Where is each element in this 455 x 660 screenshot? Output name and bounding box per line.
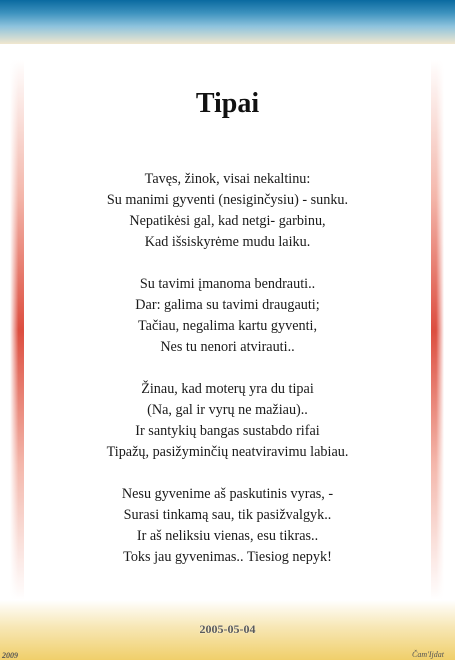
footer-year: 2009 [2, 651, 18, 660]
poem-body [0, 169, 455, 589]
poem-line: Dar: galima su tavimi draugauti; [135, 297, 320, 313]
top-header-band [0, 0, 455, 44]
stanza-4 [0, 484, 455, 568]
poem-line: Nepatikėsi gal, kad netgi- garbinu, [129, 213, 326, 229]
poem-date: 2005-05-04 [199, 622, 256, 636]
poem-line: Ir santykių bangas sustabdo rifai [135, 423, 320, 439]
stanza-2 [0, 274, 455, 358]
poem-line: Tipažų, pasižyminčių neatviravimu labiau. [106, 444, 349, 460]
author-signature: Čam'Ijdat [412, 650, 444, 659]
poem-line: Surasi tinkamą sau, tik pasižvalgyk.. [123, 507, 332, 523]
poem-line: Toks jau gyvenimas.. Tiesiog nepyk! [123, 549, 332, 565]
poem-line: Žinau, kad moterų yra du tipai [141, 381, 314, 397]
poem-line: (Na, gal ir vyrų ne mažiau).. [147, 402, 308, 418]
poem-line: Tavęs, žinok, visai nekaltinu: [144, 171, 311, 187]
poem-line: Nesu gyvenime aš paskutinis vyras, - [121, 486, 334, 502]
poem-line: Tačiau, negalima kartu gyventi, [137, 318, 318, 334]
poem-line: Kad išsiskyrėme mudu laiku. [144, 234, 311, 250]
poem-line: Nes tu nenori atvirauti.. [160, 339, 295, 355]
poem-line: Su manimi gyventi (nesiginčysiu) - sunku. [106, 192, 349, 208]
poem-title: Tipai [195, 88, 260, 119]
poem-line: Su tavimi įmanoma bendrauti.. [139, 276, 316, 292]
poem-line: Ir aš neliksiu vienas, esu tikras.. [136, 528, 319, 544]
stanza-1 [0, 169, 455, 253]
stanza-3 [0, 379, 455, 463]
